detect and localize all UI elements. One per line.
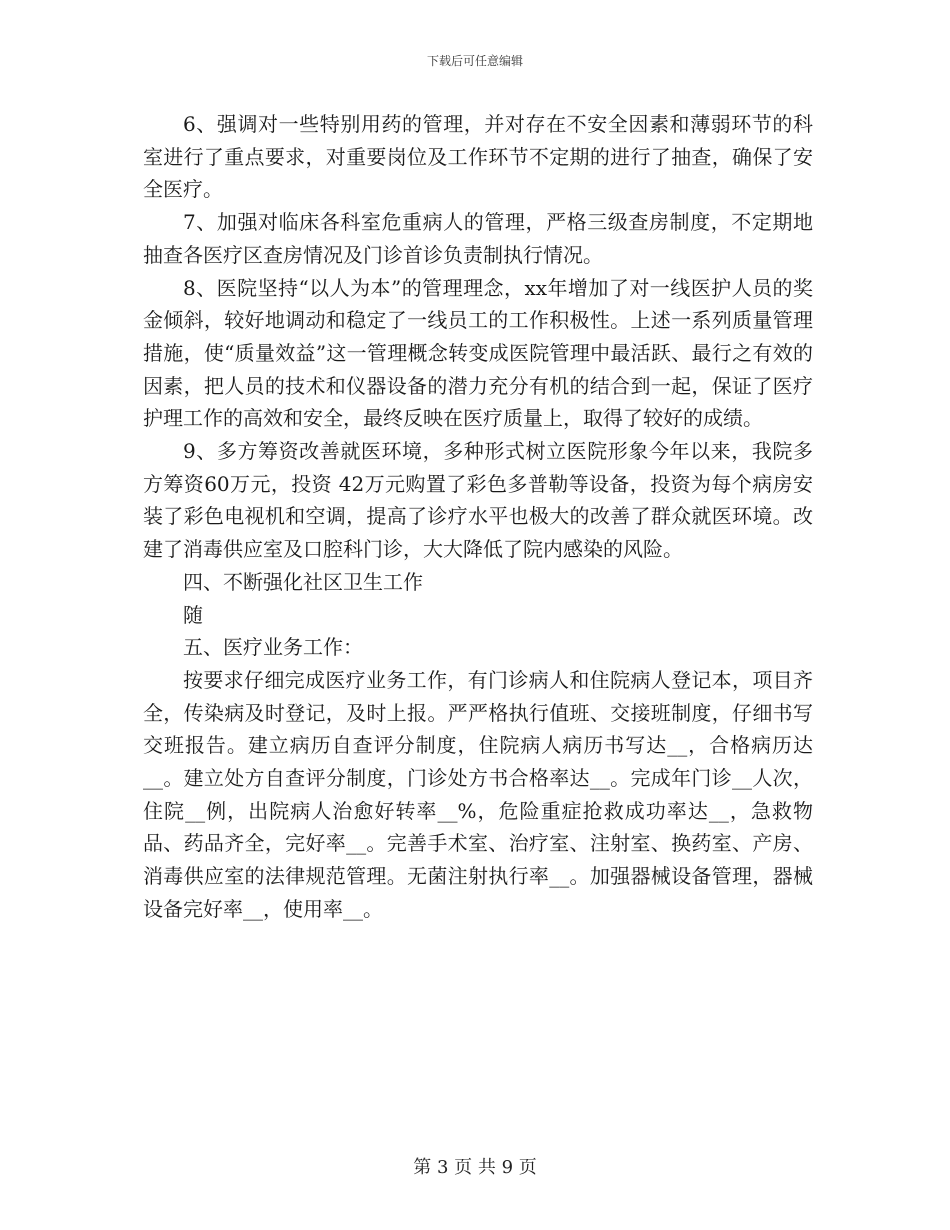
paragraph-item-6: 6、强调对一些特别用药的管理，并对存在不安全因素和薄弱环节的科室进行了重点要求，对重要岗位及工作环节不定期的进行了抽查，确保了安全医疗。 bbox=[143, 112, 813, 202]
paragraph-item-7: 7、加强对临床各科室危重病人的管理，严格三级查房制度，不定期地抽查各医疗区查房情况及门诊首诊负责制执行情况。 bbox=[143, 210, 813, 267]
page-number: 第 3 页 共 9 页 bbox=[413, 1157, 537, 1178]
page-header: 下载后可任意编辑 bbox=[426, 54, 523, 68]
section-heading-4: 四、不断强化社区卫生工作 bbox=[183, 569, 423, 594]
paragraph-medical-work: 按要求仔细完成医疗业务工作，有门诊病人和住院病人登记本，项目齐全，传染病及时登记，及时上报。严严格执行值班、交接班制度，仔细书写交班报告。建立病历自查评分制度，住院病人病历书写达__，合格病历达__。建立处方自查评分制度，门诊处方书合格率达__。完成年门诊__人次，住院__例，出院病人治愈好转率__%，危险重症抢救成功率达__，急救物品、药品齐全，完好率__。完善手术室、治疗室、注射室、换药室、产房、消毒供应室的法律规范管理。无菌注射执行率__。加强器械设备管理，器械设备完好率__，使用率__。 bbox=[143, 667, 813, 921]
paragraph-item-8: 8、医院坚持“以人为本”的管理理念，xx年增加了对一线医护人员的奖金倾斜，较好地调动和稳定了一线员工的工作积极性。上述一系列质量管理措施，使“质量效益”这一管理概念转变成医院管理中最活跃、最行之有效的因素，把人员的技术和仪器设备的潜力充分有机的结合到一起，保证了医疗护理工作的高效和安全，最终反映在医疗质量上，取得了较好的成绩。 bbox=[143, 275, 813, 431]
paragraph-fragment: 随 bbox=[183, 602, 203, 627]
document-body bbox=[143, 108, 813, 926]
paragraph-item-9: 9、多方筹资改善就医环境，多种形式树立医院形象今年以来，我院多方筹资60万元，投资 42万元购置了彩色多普勒等设备，投资为每个病房安装了彩色电视机和空调，提高了诊疗水平也极大的改善了群众就医环境。改建了消毒供应室及口腔科门诊，大大降低了院内感染的风险。 bbox=[143, 439, 813, 562]
section-heading-5: 五、医疗业务工作： bbox=[183, 635, 363, 660]
